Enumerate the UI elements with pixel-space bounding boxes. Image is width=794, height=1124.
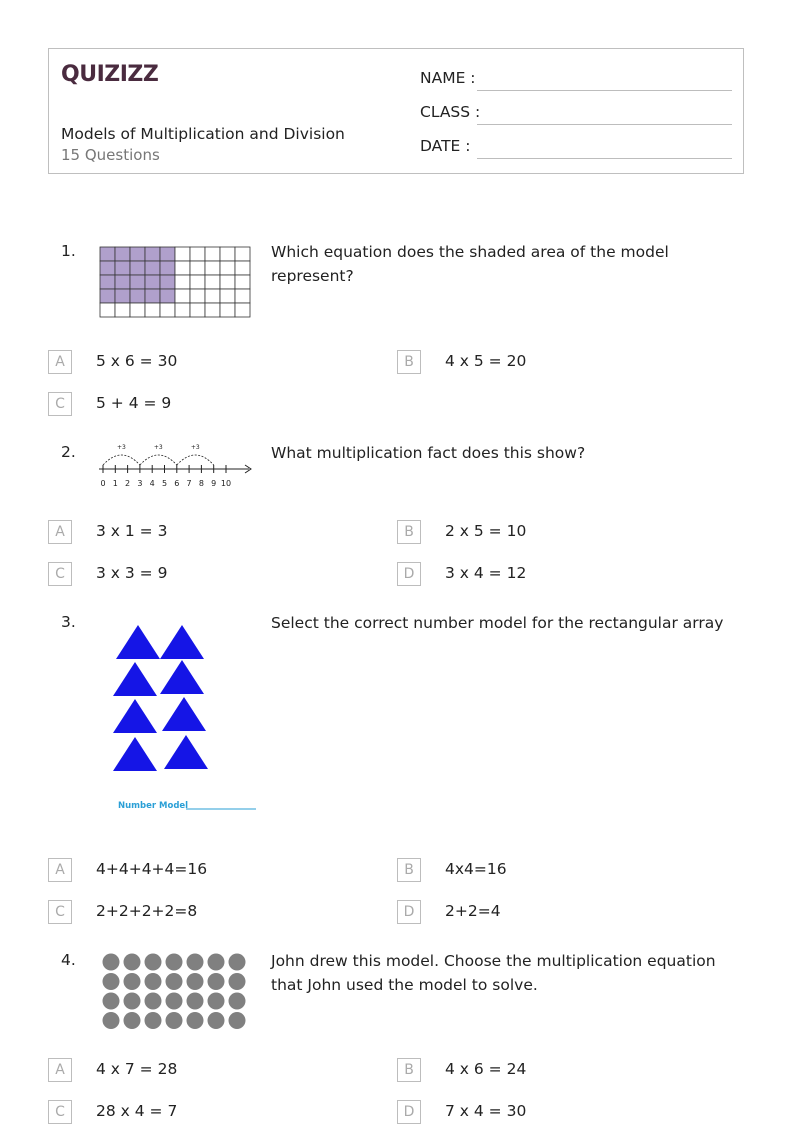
- grid-cell: [100, 303, 115, 317]
- dot: [124, 993, 141, 1010]
- option-text: 4 x 5 = 20: [445, 352, 527, 370]
- area-model-figure: [99, 246, 253, 324]
- grid-cell: [205, 247, 220, 261]
- dot: [166, 954, 183, 971]
- dot: [187, 973, 204, 990]
- dot: [229, 993, 246, 1010]
- date-label: DATE :: [420, 137, 471, 155]
- area-model-grid: [99, 246, 253, 320]
- date-line[interactable]: [477, 158, 732, 159]
- date-field[interactable]: [420, 135, 732, 159]
- tick-label: 5: [161, 479, 168, 488]
- option-text: 3 x 4 = 12: [445, 564, 527, 582]
- dot: [187, 954, 204, 971]
- question-number: 1.: [61, 242, 76, 260]
- question-text: Select the correct number model for the rectangular array: [271, 614, 724, 632]
- dot: [145, 1012, 162, 1029]
- tick-label: 10: [220, 479, 232, 488]
- grid-cell: [190, 289, 205, 303]
- shaded-cell: [100, 247, 115, 261]
- option-letter: A: [48, 350, 72, 374]
- dot: [145, 973, 162, 990]
- shaded-cell: [145, 247, 160, 261]
- grid-cell: [235, 303, 250, 317]
- jump-label: +3: [117, 444, 126, 451]
- grid-cell: [235, 289, 250, 303]
- question-number: 3.: [61, 613, 76, 631]
- tick-label: 6: [174, 479, 180, 488]
- dot: [208, 954, 225, 971]
- quizizz-logo: [61, 57, 161, 87]
- dot: [208, 993, 225, 1010]
- name-field[interactable]: [420, 67, 732, 91]
- dot: [187, 993, 204, 1010]
- option-letter: C: [48, 1100, 72, 1124]
- option-letter: A: [48, 858, 72, 882]
- option-text: 2+2+2+2=8: [96, 902, 198, 920]
- shaded-cell: [115, 261, 130, 275]
- tick-label: 9: [211, 479, 217, 488]
- option-text: 3 x 3 = 9: [96, 564, 168, 582]
- dot: [166, 973, 183, 990]
- grid-cell: [205, 303, 220, 317]
- tick-label: 0: [100, 479, 106, 488]
- option-text: 4 x 7 = 28: [96, 1060, 178, 1078]
- shaded-cell: [130, 261, 145, 275]
- triangle: [164, 735, 208, 769]
- option-letter: D: [397, 1100, 421, 1124]
- shaded-cell: [100, 275, 115, 289]
- dot: [103, 1012, 120, 1029]
- option-text: 28 x 4 = 7: [96, 1102, 178, 1120]
- option-text: 7 x 4 = 30: [445, 1102, 527, 1120]
- class-label: CLASS :: [420, 103, 481, 121]
- shaded-cell: [130, 289, 145, 303]
- grid-cell: [175, 289, 190, 303]
- dot: [103, 993, 120, 1010]
- grid-cell: [220, 275, 235, 289]
- question-text: Which equation does the shaded area of the model represent?: [271, 243, 669, 285]
- triangle-array-figure: [104, 617, 264, 821]
- shaded-cell: [130, 275, 145, 289]
- triangle: [113, 737, 157, 771]
- option-letter: C: [48, 392, 72, 416]
- jump-arc: [103, 455, 140, 465]
- option-text: 4x4=16: [445, 860, 507, 878]
- grid-cell: [220, 261, 235, 275]
- grid-cell: [175, 275, 190, 289]
- dot: [187, 1012, 204, 1029]
- dot: [229, 954, 246, 971]
- shaded-cell: [160, 247, 175, 261]
- triangle-array: [104, 617, 264, 817]
- shaded-cell: [130, 247, 145, 261]
- dot: [166, 993, 183, 1010]
- jump-label: +3: [153, 444, 163, 451]
- option-text: 5 + 4 = 9: [96, 394, 172, 412]
- question-count: 15 Questions: [61, 146, 160, 164]
- svg-text:QUIZIZZ: QUIZIZZ: [61, 62, 159, 87]
- name-line[interactable]: [477, 90, 732, 91]
- grid-cell: [190, 275, 205, 289]
- tick-label: 2: [125, 479, 131, 488]
- shaded-cell: [160, 289, 175, 303]
- grid-cell: [220, 247, 235, 261]
- name-label: NAME :: [420, 69, 476, 87]
- dot: [145, 954, 162, 971]
- dot: [208, 973, 225, 990]
- jump-label: +3: [190, 444, 200, 451]
- shaded-cell: [160, 275, 175, 289]
- shaded-cell: [100, 261, 115, 275]
- number-line: [99, 441, 255, 493]
- dot: [124, 1012, 141, 1029]
- shaded-cell: [145, 261, 160, 275]
- question-text: What multiplication fact does this show?: [271, 444, 586, 462]
- triangle: [116, 625, 160, 659]
- number-model-caption: Number Model: [118, 801, 189, 811]
- shaded-cell: [115, 289, 130, 303]
- grid-cell: [145, 303, 160, 317]
- tick-label: 7: [186, 479, 192, 488]
- dot: [103, 954, 120, 971]
- grid-cell: [220, 303, 235, 317]
- dot: [145, 993, 162, 1010]
- option-text: 4 x 6 = 24: [445, 1060, 527, 1078]
- grid-cell: [235, 247, 250, 261]
- tick-label: 3: [137, 479, 143, 488]
- grid-cell: [175, 247, 190, 261]
- option-text: 3 x 1 = 3: [96, 522, 168, 540]
- tick-label: 1: [112, 479, 118, 488]
- triangle: [160, 625, 204, 659]
- option-letter: B: [397, 858, 421, 882]
- grid-cell: [235, 275, 250, 289]
- jump-arc: [177, 455, 214, 465]
- option-letter: A: [48, 1058, 72, 1082]
- grid-cell: [220, 289, 235, 303]
- grid-cell: [205, 261, 220, 275]
- dot: [103, 973, 120, 990]
- dot: [229, 1012, 246, 1029]
- shaded-cell: [145, 275, 160, 289]
- shaded-cell: [100, 289, 115, 303]
- question-text: John drew this model. Choose the multiplication equation that John used the model to solve.: [271, 952, 716, 994]
- dot-array-figure: [101, 952, 251, 1036]
- option-letter: D: [397, 562, 421, 586]
- grid-cell: [190, 303, 205, 317]
- option-text: 4+4+4+4=16: [96, 860, 208, 878]
- class-line[interactable]: [477, 124, 732, 125]
- grid-cell: [160, 303, 175, 317]
- option-text: 2 x 5 = 10: [445, 522, 527, 540]
- tick-label: 4: [149, 479, 155, 488]
- dot: [124, 954, 141, 971]
- class-field[interactable]: [420, 101, 732, 125]
- grid-cell: [235, 261, 250, 275]
- shaded-cell: [115, 275, 130, 289]
- option-letter: B: [397, 520, 421, 544]
- worksheet-header: [48, 48, 744, 174]
- number-line-figure: [99, 441, 255, 497]
- triangle: [162, 697, 206, 731]
- dot: [208, 1012, 225, 1029]
- grid-cell: [175, 261, 190, 275]
- grid-cell: [175, 303, 190, 317]
- triangle: [113, 699, 157, 733]
- grid-cell: [205, 289, 220, 303]
- grid-cell: [190, 261, 205, 275]
- question-number: 4.: [61, 951, 76, 969]
- option-text: 2+2=4: [445, 902, 501, 920]
- option-letter: B: [397, 350, 421, 374]
- grid-cell: [130, 303, 145, 317]
- grid-cell: [115, 303, 130, 317]
- option-letter: A: [48, 520, 72, 544]
- option-letter: C: [48, 562, 72, 586]
- grid-cell: [205, 275, 220, 289]
- option-letter: C: [48, 900, 72, 924]
- shaded-cell: [160, 261, 175, 275]
- jump-arc: [140, 455, 177, 465]
- option-letter: B: [397, 1058, 421, 1082]
- dot: [124, 973, 141, 990]
- dot: [166, 1012, 183, 1029]
- option-text: 5 x 6 = 30: [96, 352, 178, 370]
- triangle: [113, 662, 157, 696]
- question-number: 2.: [61, 443, 76, 461]
- shaded-cell: [145, 289, 160, 303]
- option-letter: D: [397, 900, 421, 924]
- triangle: [160, 660, 204, 694]
- dot-array: [101, 952, 251, 1032]
- grid-cell: [190, 247, 205, 261]
- dot: [229, 973, 246, 990]
- worksheet-title: Models of Multiplication and Division: [61, 125, 345, 143]
- tick-label: 8: [198, 479, 204, 488]
- shaded-cell: [115, 247, 130, 261]
